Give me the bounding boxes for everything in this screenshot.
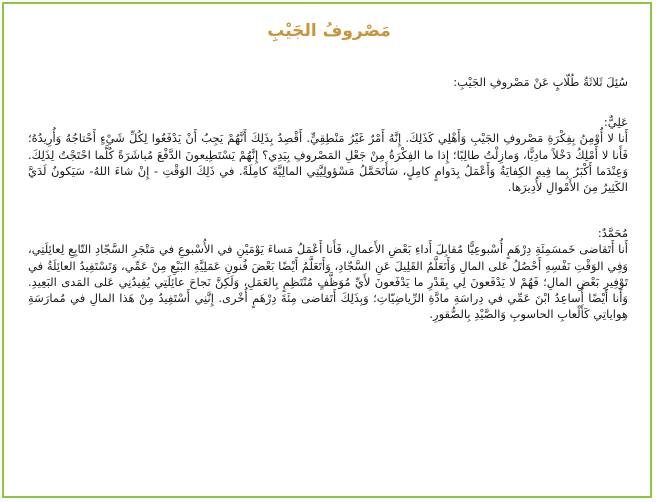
document-frame — [2, 2, 652, 498]
intro-text: سُئِلَ ثَلاثَةُ طُلّابٍ عَنْ مَصْروفِ الجَيْبِ: — [453, 75, 628, 89]
document-body — [28, 74, 628, 322]
speaker-name-mohammed: مُحَمَّدٌ: — [597, 226, 628, 241]
speaker-text-mohammed: أَنا أَتَقاضى خَمسَمِئَةِ دِرْهَمٍ أُسْبوعِيًّا مُقابِلَ أَداءِ بَعْضِ الأَعمالِ، فَأَنا أَعْمَلُ مَساءَ يَوْمَيْنِ في الأُسْبوعِ في مَتْجَرِ السَّجّادِ التّابِعِ لِعائِلَتِي، وَفِي الوَقْتِ نَفْسِهِ أَحْصُلُ عَلى المالِ وَأَتَعَلَّمُ القَلِيلَ عَنِ السَّجّادِ، وَأَتَعَلَّمُ أَيْضًا بَعْضَ فُنونِ عَمَلِيَّةِ البَيْعِ مِنْ عَمِّي، وَتَسْتَفِيدُ العائِلَةُ في تَوْفِيرِ بَعْضِ المالِ؛ فَهُمْ لا يَدْفَعونَ لِي بِقَدْرِ ما يَدْفَعونَ لأَيِّ مُوَظَّفٍ مُنْتَظِمٍ بِالعَمَلِ، وَلَكِنَّ نَجاحَ عائِلَتِي يُفِيدُنِي عَلى المَدى البَعِيدِ. وَأَنا أَيْضًا أُساعِدُ ابْنَ عَمِّي في دِراسَةِ مادَّةِ الرِّياضِيّاتِ؛ وَبِذَلِكَ أَتَقاضى مِئَةَ دِرْهَمٍ أُخْرى. إِنَّنِي أَسْتَفِيدُ مِنْ هَذا المالِ في مُمارَسَةِ هِواياتِي كَأَلْعابِ الحاسوبِ وَالصَّيْدِ بِالصُّقورِ. — [28, 242, 628, 322]
page-title: مَصْروفُ الجَيْبِ — [267, 21, 391, 41]
speaker-text-ali: أَنا لا أُوْمِنُ بِفِكْرَةِ مَصْروفِ الجَيْبِ وَأَهْلِي كَذَلِكَ. إِنَّهُ أَمْرٌ غَيْرُ مَنْطِقِيٍّ. أَقْصِدُ بِذَلِكَ أَنَّهُمْ يَجِبُ أَنْ يَدْفَعُوا لِكُلِّ شَيْءٍ أَحْتاجُهُ وَأُرِيدُهُ؛ فَأَنا لا أَمْلِكُ دَخْلاً مادِيًّا، وَمازِلْتُ طالِبًا؛ إِذا ما الفِكْرَةُ مِنْ جَعْلِ المَصْروفِ بِيَدِي؟ إِنَّهُمْ يَسْتَطِيعونَ الدَّفْعَ مُباشَرَةً كُلَّما احْتَجْتُ لِذَلِكَ. وَعِنْدَما أَكْبَرُ بِما فِيهِ الكِفايَةُ وَأَعْمَلُ بِدَوامٍ كامِلٍ، سَأَتَحَمَّلُ مَسْؤولِيَّتِي المالِيَّةَ كامِلَةً. في ذَلِكَ الوَقْتِ - إِنْ شاءَ اللهُ- سَيَكونُ لَدَيَّ الكَثِيرُ مِنَ الأَمْوالِ لأُدِيرَها. — [28, 131, 628, 195]
speaker-name-ali: عَلِيٌّ: — [603, 115, 628, 130]
section-spacer — [28, 195, 628, 225]
